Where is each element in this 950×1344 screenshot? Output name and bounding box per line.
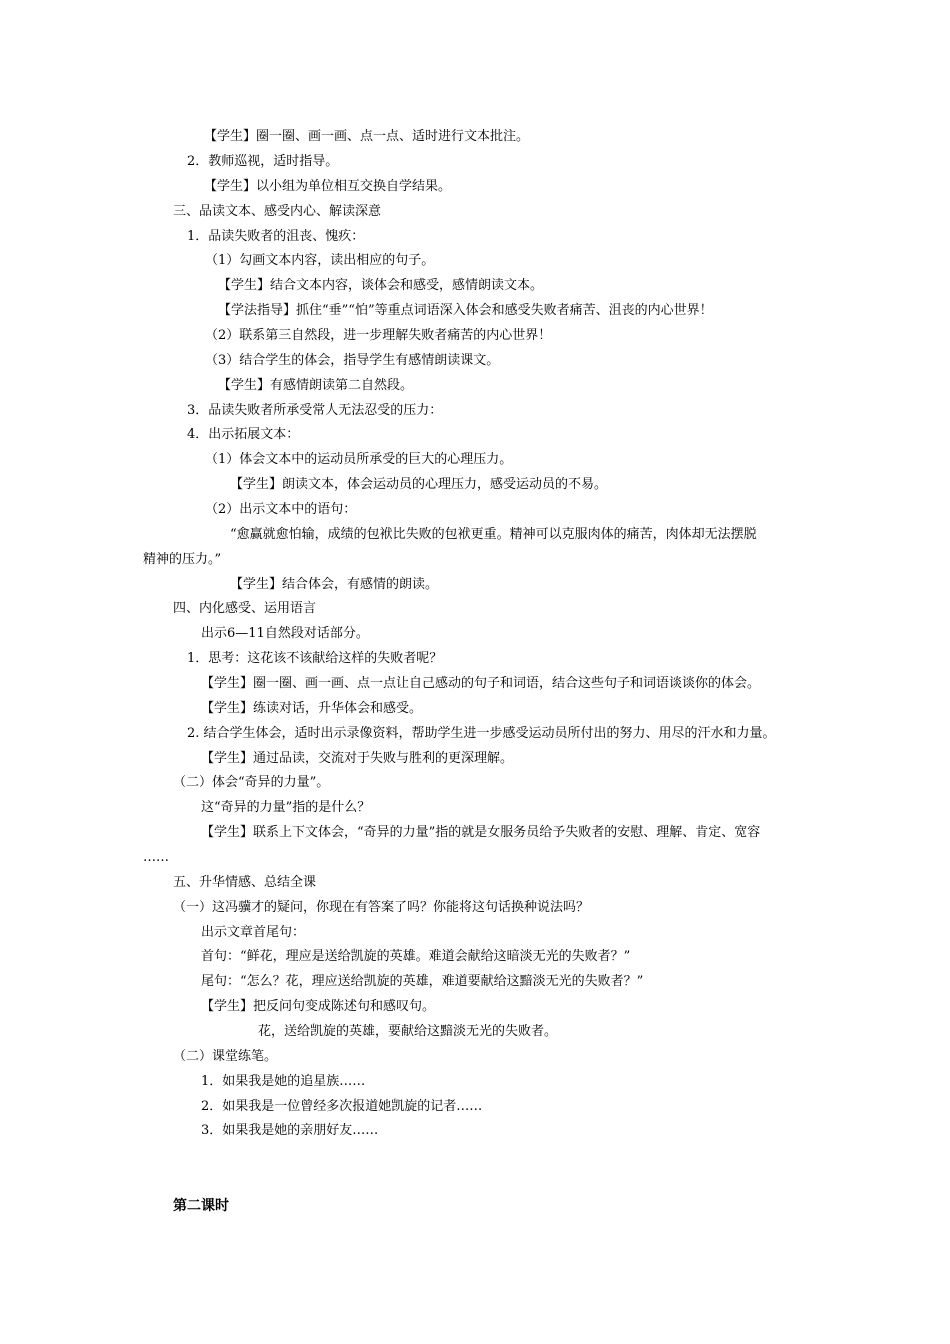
text-line: 2. 结合学生体会，适时出示录像资料，帮助学生进一步感受运动员所付出的努力、用尽的汗水和力量。 xyxy=(187,726,776,741)
section-title: 四、内化感受、运用语言 xyxy=(173,601,317,616)
text-line: …… xyxy=(143,850,169,865)
text-line: 3．品读失败者所承受常人无法忍受的压力： xyxy=(187,403,443,418)
text-line: （1）勾画文本内容，读出相应的句子。 xyxy=(205,253,435,268)
quote-line: 精神的压力。” xyxy=(143,552,222,567)
text-line: （二）体会“奇异的力量”。 xyxy=(173,775,330,790)
quote-line: “愈赢就愈怕输，成绩的包袱比失败的包袱更重。精神可以克服肉体的痛苦，肉体却无法摆脱 xyxy=(230,527,757,542)
text-line: 【学生】以小组为单位相互交换自学结果。 xyxy=(204,179,452,194)
text-line: 1．思考：这花该不该献给这样的失败者呢？ xyxy=(187,651,443,666)
list-item: 3．如果我是她的亲朋好友…… xyxy=(201,1123,379,1138)
text-line: 【学生】结合体会，有感情的朗读。 xyxy=(230,577,439,592)
text-line: 出示文章首尾句： xyxy=(201,925,306,940)
text-line: 1．品读失败者的沮丧、愧疚： xyxy=(187,229,365,244)
text-line: 【学生】联系上下文体会，“奇异的力量”指的就是女服务员给予失败者的安慰、理解、肯定、宽容 xyxy=(201,825,761,840)
text-line: （一）这冯骥才的疑问，你现在有答案了吗？你能将这句话换种说法吗？ xyxy=(173,900,590,915)
text-line: 【学生】圈一圈、画一画、点一点、适时进行文本批注。 xyxy=(204,129,530,144)
text-line: （二）课堂练笔。 xyxy=(173,1049,278,1064)
text-line: 这“奇异的力量”指的是什么？ xyxy=(201,800,371,815)
text-line: （2）出示文本中的语句： xyxy=(205,502,357,517)
text-line: （1）体会文本中的运动员所承受的巨大的心理压力。 xyxy=(205,452,513,467)
text-line: 【学生】通过品读，交流对于失败与胜利的更深理解。 xyxy=(201,751,514,766)
section-heading: 第二课时 xyxy=(173,1198,229,1214)
text-line: 花，送给凯旋的英雄，要献给这黯淡无光的失败者。 xyxy=(258,1024,558,1039)
list-item: 2．如果我是一位曾经多次报道她凯旋的记者…… xyxy=(201,1099,483,1114)
text-line: 【学生】圈一圈、画一画、点一点让自己感动的句子和词语，结合这些句子和词语谈谈你的体会。 xyxy=(201,676,761,691)
text-line: 出示6—11自然段对话部分。 xyxy=(201,626,369,641)
text-line: 2．教师巡视，适时指导。 xyxy=(187,154,339,169)
list-item: 1．如果我是她的追星族…… xyxy=(201,1074,366,1089)
text-line: 【学生】结合文本内容，谈体会和感受，感情朗读文本。 xyxy=(218,278,544,293)
section-title: 三、品读文本、感受内心、解读深意 xyxy=(173,204,382,219)
section-title: 五、升华情感、总结全课 xyxy=(173,875,317,890)
text-line: （2）联系第三自然段，进一步理解失败者痛苦的内心世界！ xyxy=(205,328,552,343)
text-line: 【学法指导】抓住“垂”“怕”等重点词语深入体会和感受失败者痛苦、沮丧的内心世界！ xyxy=(218,303,713,318)
text-line: 【学生】朗读文本，体会运动员的心理压力，感受运动员的不易。 xyxy=(230,477,608,492)
text-line: 【学生】练读对话，升华体会和感受。 xyxy=(201,701,423,716)
text-line: 【学生】有感情朗读第二自然段。 xyxy=(218,378,414,393)
text-line: 首句：“鲜花，理应是送给凯旋的英雄。难道会献给这暗淡无光的失败者？” xyxy=(201,949,631,964)
text-line: 4．出示拓展文本： xyxy=(187,427,300,442)
text-line: 尾句：“怎么？花，理应送给凯旋的英雄，难道要献给这黯淡无光的失败者？” xyxy=(201,974,644,989)
text-line: 【学生】把反问句变成陈述句和感叹句。 xyxy=(201,999,436,1014)
text-line: （3）结合学生的体会，指导学生有感情朗读课文。 xyxy=(205,353,500,368)
